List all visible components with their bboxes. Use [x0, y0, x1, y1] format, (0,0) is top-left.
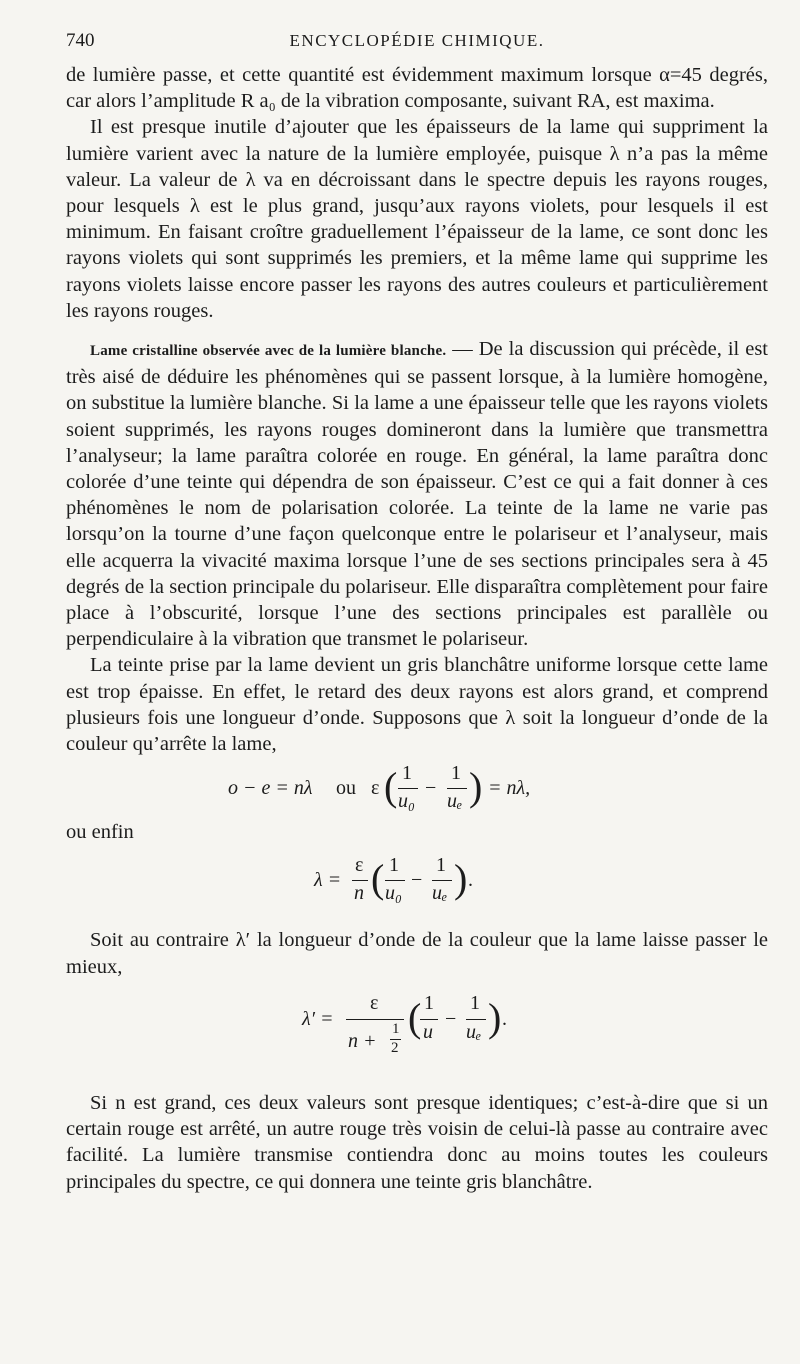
- eq1-epsilon: ε: [371, 777, 380, 800]
- running-title: ENCYCLOPÉDIE CHIMIQUE.: [289, 31, 545, 50]
- section-title: Lame cristalline observée avec de la lumière blanche.: [90, 343, 447, 360]
- eq3-frac-line-a: [420, 1019, 438, 1020]
- eq3-den-a: u: [423, 1020, 433, 1043]
- equation-1: [66, 757, 768, 819]
- eq2-close-paren: ): [454, 856, 468, 902]
- eq1-connector: ou: [336, 777, 356, 800]
- section-body: — De la discussion qui précède, il est très aisé de déduire les phénomènes qui se passent lorsque, à la lumière homogène, on substitue la lumière blanche. Si la lame a une épaisseur telle que les rayons violets soient supprimés, les rayons rouges domineront dans la lumière que transmettra l’analyseur; la lame paraîtra colorée en rouge. En général, la lame paraîtra donc colorée d’une teinte qui dépendra de son épaisseur. C’est ce qui a fait donner à ces phénomènes le nom de polarisation colorée. La teinte de la lame ne varie pas lorsqu’on la tourne d’une façon quelconque entre le polariseur et l’analyseur, mais elle acquerra la vivacité maxima lorsque l’une de ses sections principales sera à 45 degrés de la section principale du polariseur. Elle disparaîtra complètement pour faire place à l’obscurité, lorsque l’une des sections principales est parallèle ou perpendiculaire à la vibration que transmet le polariseur.: [66, 338, 768, 651]
- eq3-frac-line-main: [346, 1019, 404, 1020]
- eq2-minus: −: [411, 869, 423, 892]
- eq1-rhs: = nλ,: [488, 777, 531, 800]
- eq1-den-b: uₑ: [447, 790, 463, 813]
- eq3-half-den: 2: [391, 1039, 399, 1056]
- eq1-left: o − e = nλ: [228, 777, 313, 800]
- eq2-den-b: uₑ: [432, 882, 448, 905]
- eq2-frac-line-b: [432, 880, 452, 881]
- eq2-frac-line-a: [385, 880, 405, 881]
- eq1-frac-line-a: [398, 788, 418, 789]
- eq2-frac-line-eps: [352, 880, 368, 881]
- paragraph-grey-tint: La teinte prise par la lame devient un gris blanchâtre uniforme lorsque cette lame est trop épaisse. En effet, le retard des deux rayons est alors grand, et comprend plusieurs fois une longueur d’onde. Supposons que λ soit la longueur d’onde de la couleur qu’arrête la lame,: [66, 654, 768, 756]
- eq3-lhs: λ′ =: [302, 1007, 334, 1030]
- eq1-minus: −: [425, 777, 437, 800]
- eq2-n: n: [354, 882, 364, 905]
- eq1-den-a: u₀: [398, 790, 415, 813]
- eq1-num-b: 1: [451, 762, 461, 785]
- page-body: [66, 62, 768, 1195]
- paragraph-or-finally: ou enfin: [66, 821, 134, 844]
- eq3-n-plus: n +: [348, 1029, 377, 1052]
- paragraph-white-light: [66, 336, 768, 652]
- page-number: 740: [66, 30, 95, 51]
- page-header: [66, 30, 768, 56]
- paragraph-lambda-prime: Soit au contraire λ′ la longueur d’onde de la couleur que la lame laisse passer le mieux,: [66, 929, 768, 978]
- equation-3: [66, 980, 768, 1070]
- eq3-frac-line-b: [466, 1019, 486, 1020]
- equation-2: [66, 845, 768, 915]
- eq2-num-a: 1: [389, 854, 399, 877]
- eq2-epsilon: ε: [355, 854, 364, 877]
- eq3-open-paren: (: [408, 994, 422, 1040]
- eq3-close-paren: ): [488, 994, 502, 1040]
- eq1-open-paren: (: [384, 764, 398, 810]
- eq2-open-paren: (: [371, 856, 385, 902]
- eq1-close-paren: ): [469, 764, 483, 810]
- eq1-num-a: 1: [402, 762, 412, 785]
- paragraph-continuation: de lumière passe, et cette quantité est évidemment maximum lorsque α=45 degrés, car alors l’amplitude R a₀ de la vibration composante, suivant RA, est maxima.: [66, 64, 768, 113]
- paragraph-conclusion: Si n est grand, ces deux valeurs sont presque identiques; c’est-à-dire que si un certain rouge est arrêté, un autre rouge très voisin de celui-là passe au contraire avec facilité. La lumière transmise contiendra donc au moins toutes les couleurs principales du spectre, ce qui donnera une teinte gris blanchâtre.: [66, 1091, 768, 1193]
- eq2-end: .: [468, 869, 473, 892]
- eq3-minus: −: [445, 1007, 457, 1030]
- eq3-num-a: 1: [424, 991, 434, 1014]
- eq3-den-b: uₑ: [466, 1020, 482, 1043]
- eq3-num-b: 1: [470, 991, 480, 1014]
- eq3-end: .: [502, 1007, 507, 1030]
- eq1-frac-line-b: [447, 788, 467, 789]
- eq3-epsilon: ε: [370, 991, 379, 1014]
- eq3-half-num: 1: [392, 1020, 400, 1037]
- eq2-lhs: λ =: [314, 869, 342, 892]
- eq2-num-b: 1: [436, 854, 446, 877]
- eq2-den-a: u₀: [385, 882, 402, 905]
- paragraph-thickness: Il est presque inutile d’ajouter que les épaisseurs de la lame qui suppriment la lumière varient avec la nature de la lumière employée, puisque λ n’a pas la même valeur. La valeur de λ va en décroissant dans le spectre depuis les rayons rouges, pour lesquels λ est le plus grand, jusqu’aux rayons violets, pour lesquels il est minimum. En faisant croître graduellement l’épaisseur de la lame, ce sont donc les rayons violets qui sont supprimés les premiers, et la même lame qui supprime les rayons violets laisse encore passer les rayons des autres couleurs et particulièrement les rayons rouges.: [66, 116, 768, 322]
